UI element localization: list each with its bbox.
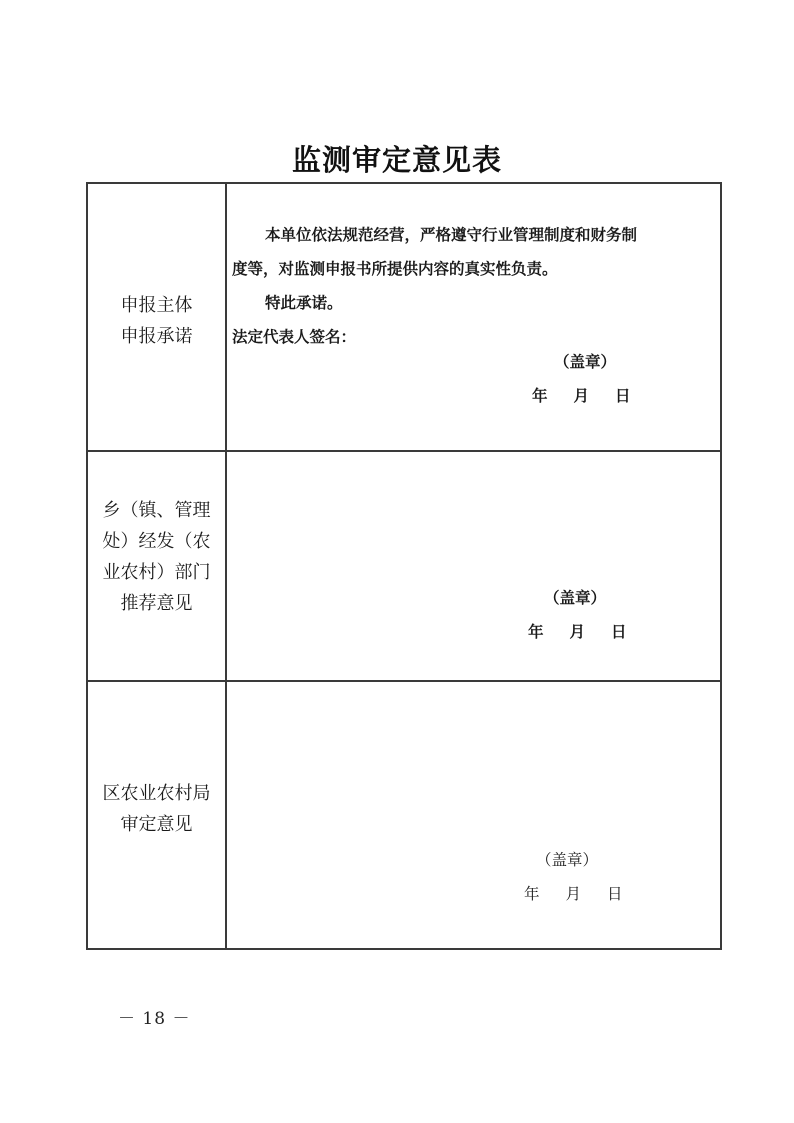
date-month: 月: [573, 386, 590, 405]
row-label-township-recommendation: [88, 452, 225, 680]
label-line: 推荐意见: [120, 593, 193, 614]
seal-mark: （盖章）: [544, 588, 607, 607]
page-number: － 18 －: [118, 1009, 191, 1029]
date-line: [532, 384, 631, 406]
date-month: 月: [565, 885, 582, 903]
label-line: 审定意见: [120, 814, 193, 835]
label-line: 申报承诺: [120, 326, 193, 347]
date-day: 日: [611, 622, 627, 641]
date-year: 年: [524, 885, 540, 903]
label-line: 申报主体: [120, 295, 193, 316]
pledge-line: 特此承诺。: [265, 293, 343, 312]
page-title: 监测审定意见表: [291, 143, 502, 177]
pledge-line: 度等，对监测申报书所提供内容的真实性负责。: [232, 259, 558, 278]
date-day: 日: [607, 885, 623, 903]
label-line: 乡（镇、管理: [102, 500, 211, 521]
row-label-applicant-pledge: [88, 184, 225, 450]
row-label-district-approval: [88, 682, 225, 952]
signature-line: 法定代表人签名：: [232, 327, 357, 346]
pledge-text: [232, 218, 720, 354]
label-line: 业农村）部门: [102, 562, 211, 583]
date-line: [528, 620, 627, 642]
date-year: 年: [532, 386, 548, 405]
label-line: 区农业农村局: [102, 783, 211, 804]
date-day: 日: [615, 386, 631, 405]
pledge-line: 本单位依法规范经营，严格遵守行业管理制度和财务制: [265, 225, 638, 244]
seal-mark: （盖章）: [554, 352, 617, 371]
review-form-table: [86, 182, 722, 950]
label-line: 处）经发（农: [102, 531, 211, 552]
seal-mark: （盖章）: [536, 851, 599, 869]
column-divider: [225, 184, 227, 948]
date-year: 年: [528, 622, 544, 641]
date-line: [524, 882, 623, 904]
date-month: 月: [569, 622, 586, 641]
